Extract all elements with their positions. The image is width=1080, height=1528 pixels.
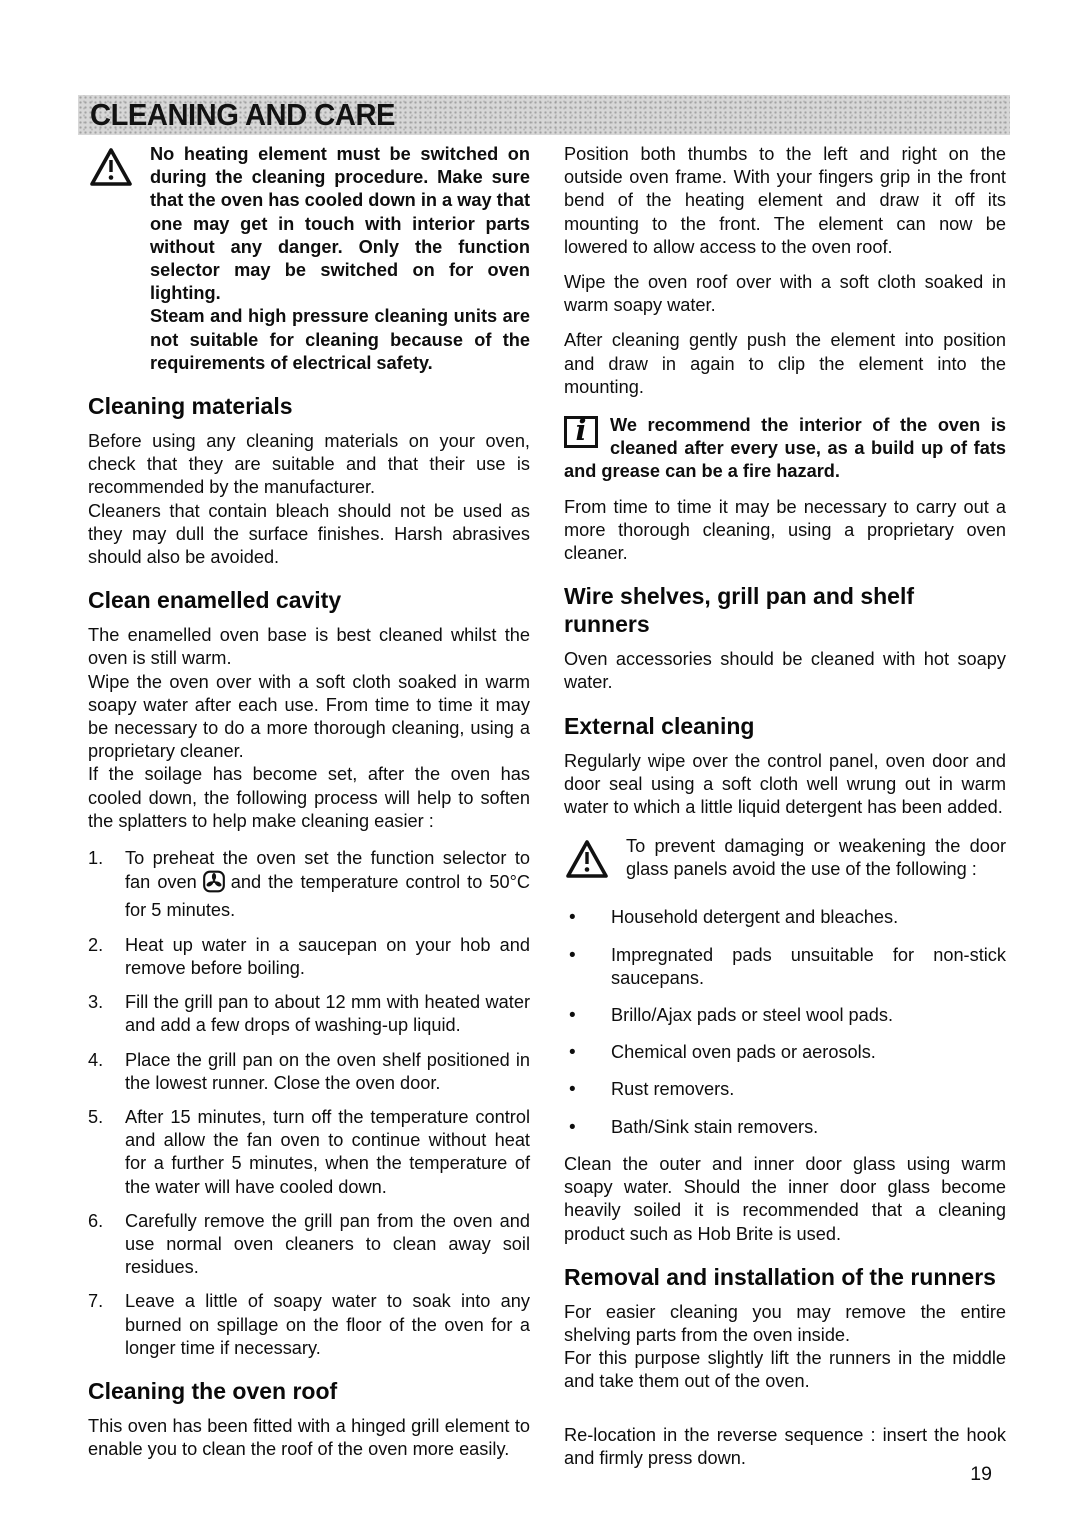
list-item xyxy=(88,1210,530,1280)
bullet-dot: • xyxy=(569,944,576,966)
warning-paragraph: Steam and high pressure cleaning units are not suitable for cleaning because of the requirements of electrical safety. xyxy=(150,306,530,373)
list-item xyxy=(564,1116,1006,1139)
bullet-text: Chemical oven pads or aerosols. xyxy=(611,1042,876,1063)
vertical-spacer xyxy=(564,1394,1006,1424)
heading-external-cleaning: External cleaning xyxy=(564,712,755,739)
step-number: 7. xyxy=(88,1291,104,1312)
bullet-text: Brillo/Ajax pads or steel wool pads. xyxy=(611,1005,894,1026)
step-text: Carefully remove the grill pan from the oven and use normal oven cleaners to clean away soil residues. xyxy=(125,1210,530,1278)
paragraph: Regularly wipe over the control panel, oven door and door seal using a soft cloth well wrung out in warm water to which a little liquid detergent has been added. xyxy=(564,750,1006,818)
step-text: After 15 minutes, turn off the temperature control and allow the fan oven to continue without heat for a further 5 minutes, when the temperature of the water will have cooled down. xyxy=(125,1106,530,1197)
heading-cleaning-materials: Cleaning materials xyxy=(88,393,293,420)
door-glass-warning-block xyxy=(564,835,1006,886)
bullet-dot: • xyxy=(569,1005,576,1027)
bullet-text: Impregnated pads unsuitable for non-stick saucepans. xyxy=(611,944,1006,988)
page-number: 19 xyxy=(970,1463,992,1485)
bullet-text: Bath/Sink stain removers. xyxy=(611,1116,819,1137)
paragraph: From time to time it may be necessary to carry out a more thorough cleaning, using a proprietary oven cleaner. xyxy=(564,496,1006,564)
heading-wire-shelves: Wire shelves, grill pan and shelf runners xyxy=(564,583,915,638)
step-text xyxy=(125,847,530,923)
right-column xyxy=(564,143,1006,1470)
bullet-dot: • xyxy=(569,1042,576,1064)
paragraph: The enamelled oven base is best cleaned whilst the oven is still warm. xyxy=(88,625,530,669)
paragraph: Wipe the oven over with a soft cloth soaked in warm soapy water after each use. From time to time it may be necessary to do a more thorough cleaning, using a proprietary cleaner. xyxy=(88,671,530,762)
bullet-dot: • xyxy=(569,1079,576,1101)
paragraph: For easier cleaning you may remove the entire shelving parts from the oven inside. xyxy=(564,1301,1006,1345)
paragraph: Before using any cleaning materials on your oven, check that they are suitable and that their use is recommended by the manufacturer. xyxy=(88,431,530,498)
step-number: 3. xyxy=(88,992,104,1013)
paragraph: Re-location in the reverse sequence : insert the hook and firmly press down. xyxy=(564,1424,1006,1468)
list-item xyxy=(564,1004,1006,1027)
list-item xyxy=(564,944,1006,990)
bullet-dot: • xyxy=(569,907,576,929)
list-item xyxy=(564,906,1006,929)
door-glass-warning-text: To prevent damaging or weakening the door glass panels avoid the use of the following : xyxy=(626,836,1006,880)
step-number: 1. xyxy=(88,848,104,869)
paragraph: Clean the outer and inner door glass using warm soapy water. Should the inner door glass become heavily soiled it is recommended that a cleaning product such as Hob Brite is used. xyxy=(564,1153,1006,1244)
info-note-block xyxy=(564,414,1006,484)
heading-cleaning-oven-roof: Cleaning the oven roof xyxy=(88,1377,338,1404)
list-item xyxy=(88,847,530,923)
paragraph: Position both thumbs to the left and right on the outside oven frame. With your fingers grip in the front bend of the heating element and draw it off its mounting to the front. The element can now be lowered to allow access to the oven roof. xyxy=(564,144,1006,257)
list-item xyxy=(88,1290,530,1360)
heading-clean-enamelled-cavity: Clean enamelled cavity xyxy=(88,587,342,614)
paragraph: Cleaners that contain bleach should not be used as they may dull the surface finishes. Harsh abrasives should also be avoided. xyxy=(88,500,530,568)
safety-warning-block xyxy=(88,143,530,375)
safety-warning-text xyxy=(150,143,530,375)
step-text: Leave a little of soapy water to soak into any burned on spillage on the floor of the oven for a longer time if necessary. xyxy=(125,1291,530,1358)
step-text-before-icon: To preheat the oven set the function selector to fan oven xyxy=(125,848,530,893)
page-title: CLEANING AND CARE xyxy=(90,97,396,132)
bullet-text: Household detergent and bleaches. xyxy=(611,907,899,928)
step-text: Fill the grill pan to about 12 mm with heated water and add a few drops of washing-up liquid. xyxy=(125,992,530,1036)
list-item xyxy=(88,1049,530,1095)
info-icon: i xyxy=(564,416,598,448)
list-item xyxy=(88,1106,530,1199)
two-column-layout xyxy=(88,143,1006,1470)
bullet-dot: • xyxy=(569,1116,576,1138)
step-number: 6. xyxy=(88,1210,104,1231)
step-number: 4. xyxy=(88,1049,104,1070)
step-number: 5. xyxy=(88,1106,104,1127)
warning-triangle-icon xyxy=(564,835,610,886)
bullet-text: Rust removers. xyxy=(611,1079,735,1100)
step-text-after-icon: and the temperature control to 50°C for 5 minutes. xyxy=(125,872,530,921)
numbered-step-list xyxy=(88,847,530,1360)
paragraph: This oven has been fitted with a hinged grill element to enable you to clean the roof of the oven more easily. xyxy=(88,1415,530,1460)
warning-triangle-icon xyxy=(88,143,134,375)
section-header-band xyxy=(78,95,1010,135)
step-text: Place the grill pan on the oven shelf positioned in the lowest runner. Close the oven door. xyxy=(125,1049,530,1093)
list-item xyxy=(564,1041,1006,1064)
left-column xyxy=(88,143,530,1470)
warning-paragraph: No heating element must be switched on during the cleaning procedure. Make sure that the oven has cooled down in a way that one may get in touch with interior parts without any danger. Only the function selector may be switched on for oven lighting. xyxy=(150,144,530,304)
list-item xyxy=(564,1078,1006,1101)
heading-removal-installation-runners: Removal and installation of the runners xyxy=(564,1263,996,1290)
step-number: 2. xyxy=(88,934,104,955)
avoid-products-list xyxy=(564,906,1006,1138)
list-item xyxy=(88,991,530,1037)
paragraph: Oven accessories should be cleaned with hot soapy water. xyxy=(564,649,1006,693)
paragraph: Wipe the oven roof over with a soft cloth soaked in warm soapy water. xyxy=(564,272,1006,316)
paragraph: For this purpose slightly lift the runners in the middle and take them out of the oven. xyxy=(564,1348,1006,1392)
paragraph: If the soilage has become set, after the oven has cooled down, the following process will help to soften the splatters to help make cleaning easier : xyxy=(88,764,530,831)
paragraph: After cleaning gently push the element into position and draw in again to clip the element into the mounting. xyxy=(564,330,1006,397)
info-note-text: We recommend the interior of the oven is cleaned after every use, as a build up of fats and grease can be a fire hazard. xyxy=(564,415,1006,482)
step-text: Heat up water in a saucepan on your hob and remove before boiling. xyxy=(125,934,530,978)
fan-oven-icon xyxy=(202,877,226,897)
list-item xyxy=(88,934,530,980)
